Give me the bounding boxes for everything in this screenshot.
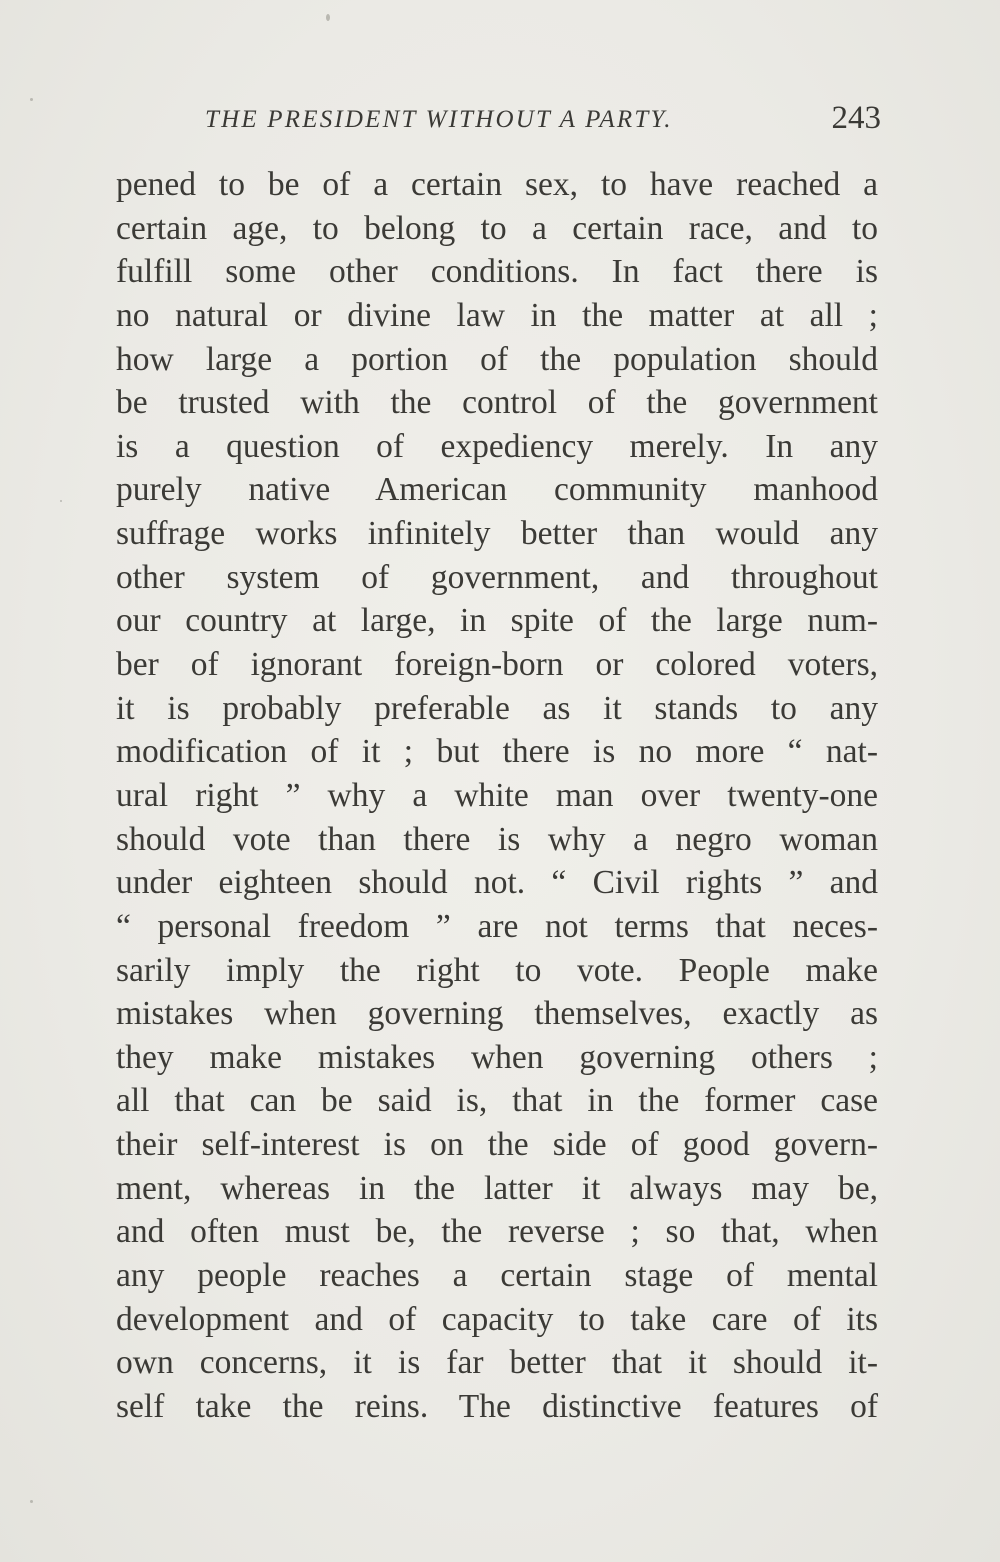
text-line: it is probably preferable as it stands to any bbox=[116, 689, 878, 727]
paper-speck bbox=[60, 500, 62, 502]
paper-speck bbox=[30, 1500, 33, 1503]
text-line: development and of capacity to take care of its bbox=[116, 1300, 878, 1338]
text-line: self take the reins. The distinctive features of bbox=[116, 1387, 878, 1425]
body-text bbox=[116, 163, 878, 1429]
text-line: own concerns, it is far better that it should it- bbox=[116, 1344, 878, 1382]
text-line: is a question of expediency merely. In any bbox=[116, 427, 878, 465]
text-line: and often must be, the reverse ; so that, when bbox=[116, 1213, 878, 1251]
running-title: THE PRESIDENT WITHOUT A PARTY. bbox=[205, 106, 673, 133]
text-line: ber of ignorant foreign-born or colored voters, bbox=[116, 646, 878, 684]
text-line: under eighteen should not. “ Civil rights ” and bbox=[116, 864, 878, 902]
text-line: any people reaches a certain stage of mental bbox=[116, 1257, 878, 1295]
text-line: modification of it ; but there is no more “ nat- bbox=[116, 733, 878, 771]
text-line: fulfill some other conditions. In fact there is bbox=[116, 253, 878, 291]
text-line: “ personal freedom ” are not terms that neces- bbox=[116, 907, 878, 945]
running-head bbox=[205, 100, 885, 148]
page-number: 243 bbox=[831, 100, 881, 136]
text-line: suffrage works infinitely better than would any bbox=[116, 515, 878, 553]
text-line: our country at large, in spite of the large num- bbox=[116, 602, 878, 640]
text-line: purely native American community manhood bbox=[116, 471, 878, 509]
text-line: be trusted with the control of the government bbox=[116, 384, 878, 422]
text-line: ural right ” why a white man over twenty-one bbox=[116, 776, 878, 814]
text-line: all that can be said is, that in the former case bbox=[116, 1082, 878, 1120]
text-line: they make mistakes when governing others ; bbox=[116, 1038, 878, 1076]
text-line: mistakes when governing themselves, exactly as bbox=[116, 995, 878, 1033]
text-line: how large a portion of the population should bbox=[116, 340, 878, 378]
text-line: other system of government, and throughout bbox=[116, 558, 878, 596]
text-line: no natural or divine law in the matter at all ; bbox=[116, 296, 878, 334]
paper-speck bbox=[326, 14, 330, 21]
text-line: certain age, to belong to a certain race, and to bbox=[116, 209, 878, 247]
paper-speck bbox=[30, 98, 33, 101]
text-line: should vote than there is why a negro woman bbox=[116, 820, 878, 858]
text-line: pened to be of a certain sex, to have reached a bbox=[116, 166, 878, 203]
text-line: their self-interest is on the side of good govern- bbox=[116, 1126, 878, 1164]
text-line: sarily imply the right to vote. People make bbox=[116, 951, 878, 989]
text-line: ment, whereas in the latter it always may be, bbox=[116, 1169, 878, 1207]
